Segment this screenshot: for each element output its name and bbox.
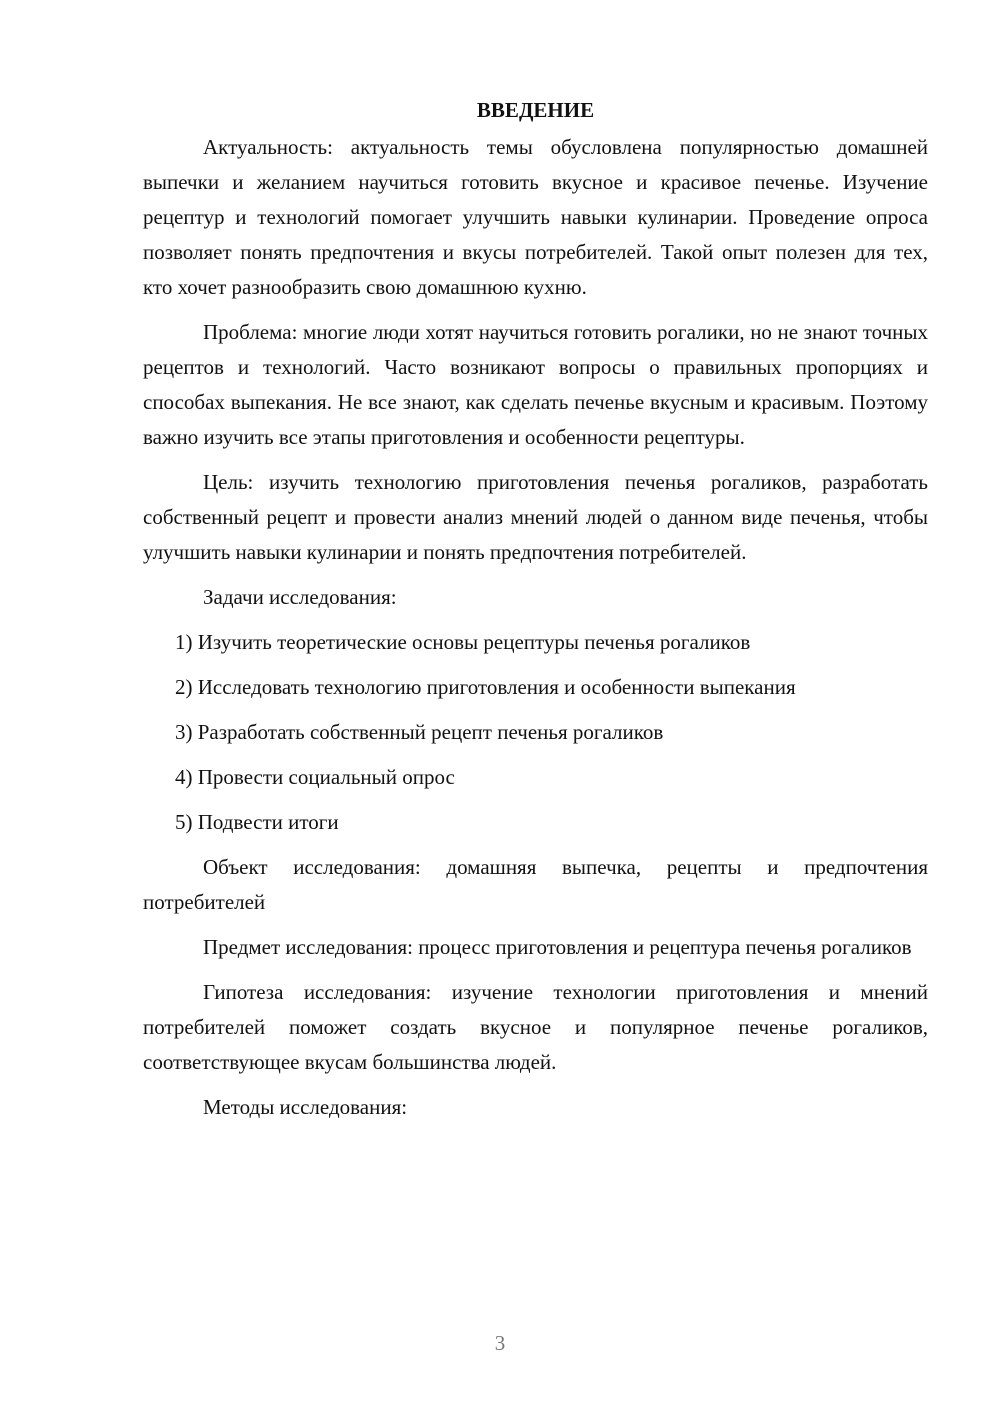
task-item-3: 3) Разработать собственный рецепт печенья рогаликов [175, 720, 664, 744]
task-item-5: 5) Подвести итоги [175, 810, 339, 834]
relevance-paragraph: Актуальность: актуальность темы обусловлена популярностью домашней выпечки и желанием научиться готовить вкусное и красивое печенье. Изучение рецептур и технологий помогает улучшить навыки кулинарии. Проведение опроса позволяет понять предпочтения и вкусы потребителей. Такой опыт полезен для тех, кто хочет разнообразить свою домашнюю кухню. [143, 135, 928, 299]
methods-label: Методы исследования: [203, 1095, 408, 1119]
task-item-1: 1) Изучить теоретические основы рецептуры печенья рогаликов [175, 630, 751, 654]
task-item-4: 4) Провести социальный опрос [175, 765, 455, 789]
object-paragraph: Объект исследования: домашняя выпечка, рецепты и предпочтения потребителей [143, 855, 928, 914]
page-number: 3 [494, 1331, 506, 1355]
hypothesis-paragraph: Гипотеза исследования: изучение технологии приготовления и мнений потребителей поможет создать вкусное и популярное печенье рогаликов, соответствующее вкусам большинства людей. [143, 980, 928, 1074]
task-item-2: 2) Исследовать технологию приготовления и особенности выпекания [175, 675, 796, 699]
goal-paragraph: Цель: изучить технологию приготовления печенья рогаликов, разработать собственный рецепт и провести анализ мнений людей о данном виде печенья, чтобы улучшить навыки кулинарии и понять предпочтения потребителей. [143, 470, 928, 564]
subject-paragraph: Предмет исследования: процесс приготовления и рецептура печенья рогаликов [203, 935, 912, 959]
tasks-label: Задачи исследования: [203, 585, 397, 609]
problem-paragraph: Проблема: многие люди хотят научиться готовить рогалики, но не знают точных рецептов и технологий. Часто возникают вопросы о правильных пропорциях и способах выпекания. Не все знают, как сделать печенье вкусным и красивым. Поэтому важно изучить все этапы приготовления и особенности рецептуры. [143, 320, 928, 449]
section-title: ВВЕДЕНИЕ [476, 98, 595, 122]
document-page [143, 95, 928, 1135]
